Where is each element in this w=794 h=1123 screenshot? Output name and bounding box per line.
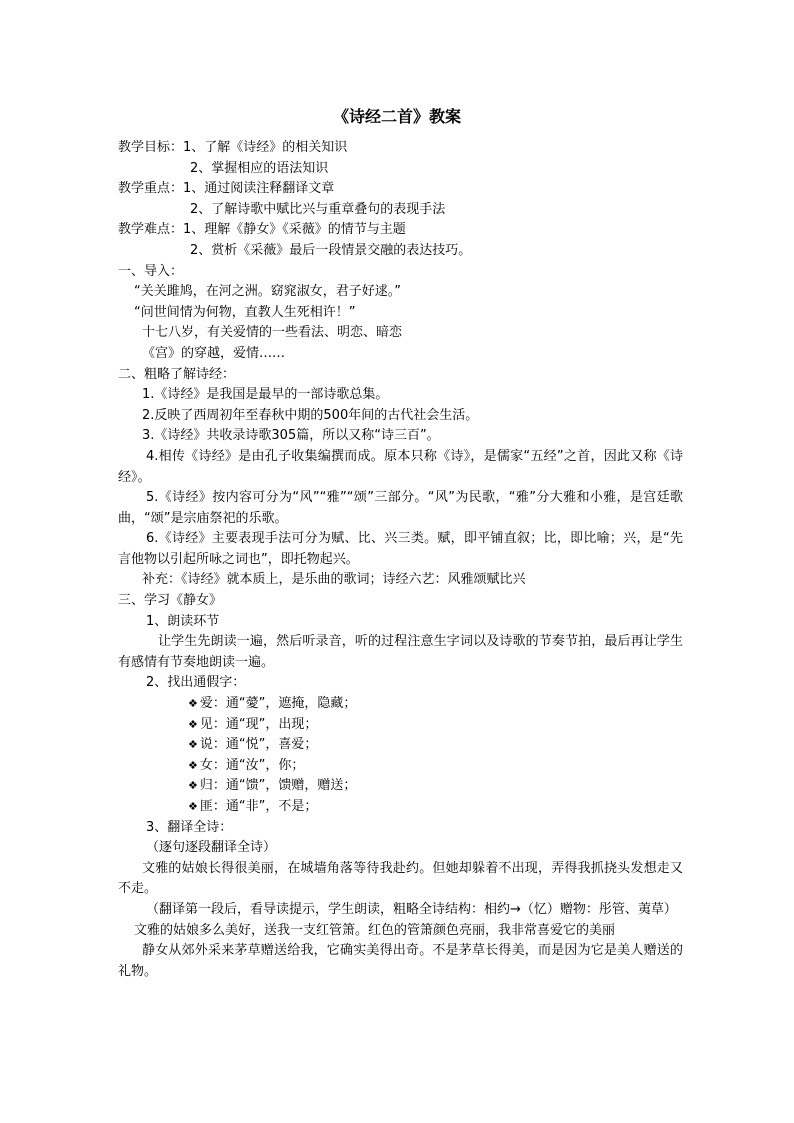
objective-line-1: 教学目标：1、了解《诗经》的相关知识	[118, 140, 348, 155]
overview-item-1: 1.《诗经》是我国是最早的一部诗歌总集。	[142, 387, 389, 403]
document-body	[118, 138, 683, 982]
diamond-bullet-icon: ❖	[188, 800, 198, 813]
overview-item-5: 5.《诗经》按内容可分为“风”“雅”“颂”三部分。“风”为民歌，“雅”分大雅和小雅，是宫廷歌曲，“颂”是宗庙祭祀的乐歌。	[118, 490, 683, 526]
document-title: 《诗经二首》教案	[332, 107, 461, 126]
translation-note-2: （翻译第一段后，看导读提示，学生朗读，粗略全诗结构：相约→（忆）赠物：彤管、荑草）	[146, 901, 677, 917]
diamond-bullet-icon: ❖	[188, 717, 198, 731]
translation-paragraph-3: 静女从郊外采来茅草赠送给我，它确实美得出奇。不是茅草长得美，而是因为它是美人赠送的礼物。	[118, 943, 683, 979]
step-reading: 1、朗读环节	[146, 613, 220, 629]
intro-quote-1: “关关雎鸠，在河之洲。窈窕淑女，君子好逑。”	[134, 284, 401, 300]
diamond-bullet-icon: ❖	[188, 738, 198, 752]
diamond-bullet-icon: ❖	[188, 758, 198, 772]
tongjiazi-item: ❖ 见：通“现”，出现；	[188, 716, 318, 732]
overview-item-6: 6.《诗经》主要表现手法可分为赋、比、兴三类。赋，即平铺直叙；比，即比喻；兴，是“先言他物以引起所咏之词也”，即托物起兴。	[118, 531, 683, 567]
focus-line-1: 教学重点：1、通过阅读注释翻译文章	[118, 181, 335, 197]
overview-item-3: 3.《诗经》共收录诗歌305篇，所以又称“诗三百”。	[142, 428, 440, 444]
step-translate: 3、翻译全诗：	[146, 819, 233, 835]
tongjiazi-item: ❖ 归：通“馈”，馈赠，赠送；	[188, 778, 357, 794]
translate-note: （逐句逐段翻译全诗）	[146, 840, 277, 856]
overview-item-2: 2.反映了西周初年至春秋中期的500年间的古代社会生活。	[142, 407, 479, 423]
overview-supplement: 补充：《诗经》就本质上，是乐曲的歌词；诗经六艺：风雅颂赋比兴	[142, 572, 526, 588]
diamond-bullet-icon: ❖	[188, 779, 198, 793]
tongjiazi-item: ❖ 女：通“汝”，你；	[188, 757, 305, 773]
intro-line-3: 十七八岁，有关爱情的一些看法、明恋、暗恋	[142, 325, 403, 341]
overview-item-4: 4.相传《诗经》是由孔子收集编撰而成。原本只称《诗》，是儒家“五经”之首，因此又称《诗经》。	[118, 448, 683, 485]
translation-paragraph-2: 文雅的姑娘多么美好，送我一支红管箫。红色的管箫颜色亮丽，我非常喜爱它的美丽	[134, 922, 616, 938]
objective-line-2: 2、掌握相应的语法知识	[190, 160, 329, 176]
section-heading-overview: 二、粗略了解诗经：	[118, 366, 236, 382]
tongjiazi-item: ❖ 说：通“悦”，喜爱；	[188, 737, 318, 753]
intro-quote-2: “问世间情为何物，直教人生死相许！”	[134, 304, 356, 320]
tongjiazi-item: ❖ 匪：通“非”，不是；	[188, 799, 318, 814]
section-heading-jingnv: 三、学习《静女》	[118, 593, 223, 609]
difficulty-line-2: 2、赏析《采薇》最后一段情景交融的表达技巧。	[190, 242, 472, 258]
focus-line-2: 2、了解诗歌中赋比兴与重章叠句的表现手法	[190, 201, 446, 217]
section-heading-intro: 一、导入：	[118, 263, 184, 279]
translation-paragraph-1: 文雅的姑娘长得很美丽，在城墙角落等待我赴约。但她却躲着不出现，弄得我抓挠头发想走又不走。	[118, 860, 683, 897]
step-tongjiazi: 2、找出通假字：	[146, 675, 246, 691]
diamond-bullet-icon: ❖	[188, 697, 198, 711]
tongjiazi-item: ❖ 爱：通“薆”，遮掩，隐藏；	[188, 696, 357, 712]
difficulty-line-1: 教学难点：1、理解《静女》《采薇》的情节与主题	[118, 222, 406, 238]
intro-line-4: 《宫》的穿越，爱情……	[142, 345, 286, 361]
reading-paragraph: 让学生先朗读一遍，然后听录音，听的过程注意生字词以及诗歌的节奏节拍，最后再让学生有感情有节奏地朗读一遍。	[118, 634, 683, 670]
